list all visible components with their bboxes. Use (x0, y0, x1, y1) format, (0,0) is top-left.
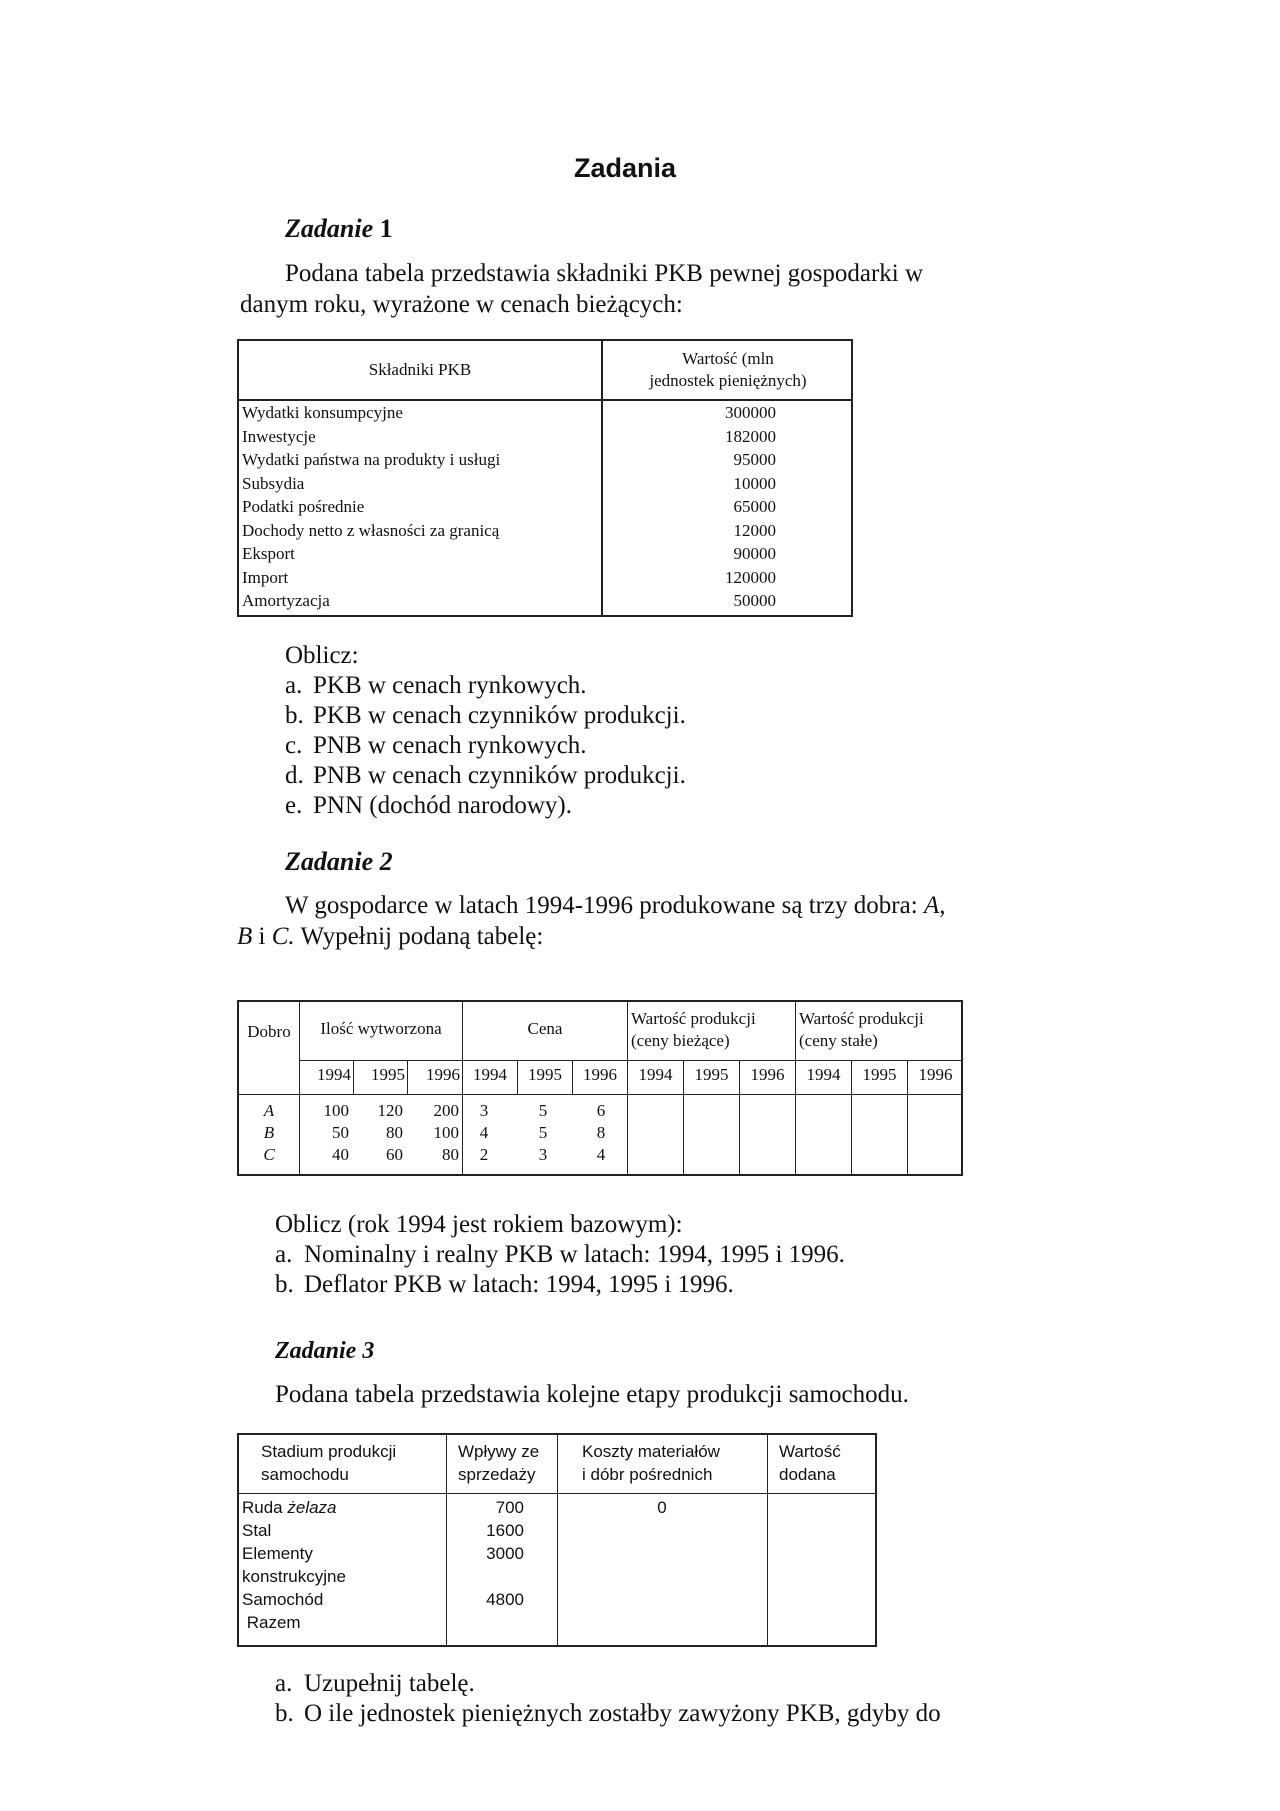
z1-col-header-value-line2: jednostek pieniężnych) (649, 371, 807, 390)
list-item-label: b. (275, 1271, 294, 1298)
stage-label (242, 1496, 346, 1519)
good-label: C (263, 1145, 275, 1164)
z2-heading-word: Zadanie (285, 847, 374, 876)
list-item-label: a. (285, 672, 303, 699)
stage-label: Stal (242, 1521, 272, 1540)
z2-goods-column (239, 1100, 299, 1166)
z2-quantity-1995 (353, 1100, 403, 1166)
quantity-value: 200 (433, 1101, 459, 1120)
z3-task-list (275, 1669, 941, 1729)
row-label: Eksport (242, 544, 295, 563)
row-label: Podatki pośrednie (242, 497, 365, 516)
z2-quantity-1994 (299, 1100, 349, 1166)
z1-intro-line2: danym roku, wyrażone w cenach bieżących: (240, 291, 683, 318)
z1-intro-line1: Podana tabela przedstawia składniki PKB pewnej gospodarki w (285, 260, 924, 287)
z3-header-stage-line1: Stadium produkcji (261, 1442, 397, 1461)
year-label: 1994 (473, 1065, 507, 1084)
stage-label: Razem (242, 1613, 301, 1632)
row-label: Dochody netto z własności za granicą (242, 520, 500, 540)
year-label: 1996 (426, 1065, 460, 1084)
z3-header-costs-line2: i dóbr pośrednich (582, 1465, 713, 1484)
z3-heading (275, 1338, 374, 1365)
z1-heading-number: 1 (379, 214, 393, 243)
price-value: 5 (538, 1123, 548, 1142)
list-item-label: c. (285, 732, 303, 759)
row-value: 95000 (733, 450, 776, 469)
z2-intro-text: i (252, 923, 272, 950)
price-value: 4 (596, 1145, 606, 1164)
row-label: Import (242, 567, 289, 587)
list-item-label: a. (275, 1670, 293, 1697)
price-value: 4 (479, 1123, 489, 1142)
z2-intro-line2 (237, 922, 543, 952)
z2-intro-text: Wypełnij podaną tabelę: (294, 923, 544, 950)
z3-header-sales (458, 1440, 539, 1486)
row-value: 65000 (733, 497, 776, 516)
z2-good-a: A, (923, 892, 946, 919)
row-value: 12000 (733, 520, 776, 540)
price-value: 8 (596, 1123, 606, 1142)
list-item (285, 701, 686, 731)
year-label: 1995 (528, 1065, 562, 1084)
price-value: 6 (596, 1101, 606, 1120)
z2-good-c: C. (271, 923, 295, 950)
z3-table (237, 1433, 877, 1647)
list-item-text: PKB w cenach rynkowych. (313, 672, 587, 699)
quantity-value: 50 (332, 1123, 349, 1142)
z2-header-ilosc: Ilość wytworzona (320, 1019, 442, 1038)
list-item-text: O ile jednostek pieniężnych zostałby zawyżony PKB, gdyby do (304, 1700, 941, 1727)
z2-price-1994 (471, 1100, 497, 1166)
z3-header-value-added-line1: Wartość (779, 1442, 841, 1461)
table-row (242, 542, 852, 566)
stage-text: Ruda (242, 1498, 288, 1517)
row-label: Wydatki konsumpcyjne (242, 403, 403, 422)
row-value: 90000 (733, 544, 776, 563)
quantity-value: 80 (442, 1145, 459, 1164)
stage-label: Elementy (242, 1544, 313, 1563)
list-item-text: Uzupełnij tabelę. (304, 1670, 475, 1697)
list-item (285, 731, 686, 761)
z3-header-costs-line1: Koszty materiałów (582, 1442, 720, 1461)
z2-header-value-constant-line1: Wartość produkcji (799, 1009, 924, 1028)
sales-value: 3000 (486, 1544, 524, 1563)
table-divider (557, 1435, 558, 1645)
z3-header-stage (261, 1440, 396, 1486)
year-label: 1995 (862, 1065, 897, 1084)
z2-header-value-current-line2: (ceny bieżące) (631, 1031, 730, 1050)
table-row (242, 589, 852, 613)
list-item (285, 761, 686, 791)
z2-price-1996 (588, 1100, 614, 1166)
z3-header-value-added (779, 1440, 841, 1486)
z3-heading-number: 3 (362, 1338, 375, 1364)
table-row (242, 401, 852, 425)
good-label: A (263, 1101, 275, 1120)
list-item-label: a. (275, 1241, 293, 1268)
table-row (242, 425, 852, 449)
year-label: 1994 (806, 1065, 841, 1084)
row-label: Subsydia (242, 473, 305, 493)
year-label: 1996 (918, 1065, 953, 1084)
year-label: 1996 (583, 1065, 617, 1084)
z2-heading (285, 847, 393, 877)
z1-heading (285, 214, 393, 244)
quantity-value: 120 (377, 1101, 403, 1120)
z1-heading-word: Zadanie (285, 214, 374, 243)
z2-header-cena: Cena (527, 1019, 563, 1038)
table-row (242, 448, 852, 472)
z3-stages-column (242, 1496, 346, 1634)
z3-intro: Podana tabela przedstawia kolejne etapy produkcji samochodu. (275, 1381, 909, 1408)
sales-value: 700 (495, 1498, 524, 1517)
z1-task-list (285, 671, 686, 821)
z3-sales-column (446, 1496, 524, 1611)
z3-header-value-added-line2: dodana (779, 1465, 836, 1484)
z3-header-stage-line2: samochodu (261, 1465, 349, 1484)
z2-header-value-current-line1: Wartość produkcji (631, 1009, 756, 1028)
price-value: 3 (479, 1101, 489, 1120)
quantity-value: 80 (386, 1123, 403, 1142)
table-row (242, 472, 852, 496)
z2-header-dobro: Dobro (247, 1022, 291, 1041)
z3-header-sales-line1: Wpływy ze (458, 1442, 540, 1461)
z2-quantity-1996 (407, 1100, 459, 1166)
price-value: 3 (538, 1145, 548, 1164)
row-value: 182000 (725, 426, 776, 446)
z1-table (237, 339, 853, 617)
list-item-label: b. (285, 702, 304, 729)
stage-label: konstrukcyjne (242, 1567, 346, 1586)
year-label: 1995 (694, 1065, 729, 1084)
row-label: Wydatki państwa na produkty i usługi (242, 450, 501, 469)
good-label: B (263, 1123, 275, 1142)
stage-text-italic: żelaza (287, 1498, 337, 1517)
z3-heading-word: Zadanie (275, 1338, 357, 1364)
z2-calc-title: Oblicz (rok 1994 jest rokiem bazowym): (275, 1211, 683, 1238)
z2-header-value-constant (799, 1008, 924, 1052)
sales-value: 1600 (486, 1521, 524, 1540)
table-row (242, 495, 852, 519)
z3-costs-column (557, 1496, 767, 1519)
table-divider (767, 1435, 768, 1645)
row-value: 120000 (725, 567, 776, 587)
list-item-text: PNB w cenach rynkowych. (313, 732, 587, 759)
cost-value: 0 (657, 1498, 667, 1517)
z1-col-header-value (603, 348, 853, 392)
price-value: 5 (538, 1101, 548, 1120)
z3-header-costs (582, 1440, 720, 1486)
quantity-value: 60 (386, 1145, 403, 1164)
table-divider (239, 1094, 961, 1095)
list-item (275, 1699, 941, 1729)
z1-col-header-value-line1: Wartość (mln (682, 349, 774, 368)
list-item (275, 1270, 845, 1300)
table-divider (795, 1002, 796, 1174)
z1-col-header-components: Składniki PKB (368, 360, 472, 379)
z2-price-1995 (530, 1100, 556, 1166)
list-item-label: e. (285, 792, 303, 819)
table-divider (627, 1002, 628, 1174)
list-item (275, 1669, 941, 1699)
list-item-label: b. (275, 1700, 294, 1727)
year-label: 1994 (317, 1065, 351, 1084)
year-label: 1996 (750, 1065, 785, 1084)
z1-calc-title: Oblicz: (285, 642, 359, 669)
z2-table (237, 1000, 963, 1176)
list-item-text: PNB w cenach czynników produkcji. (313, 762, 686, 789)
z2-intro-line1 (285, 891, 945, 921)
list-item-label: d. (285, 762, 304, 789)
z2-heading-number: 2 (379, 847, 393, 876)
quantity-value: 40 (332, 1145, 349, 1164)
row-label: Inwestycje (242, 426, 316, 446)
z3-header-sales-line2: sprzedaży (458, 1465, 536, 1484)
z2-good-b: B (237, 923, 253, 950)
z2-intro-text: W gospodarce w latach 1994-1996 produkowane są trzy dobra: (285, 892, 924, 919)
sales-value: 4800 (486, 1590, 524, 1609)
list-item-text: Deflator PKB w latach: 1994, 1995 i 1996. (304, 1271, 734, 1298)
table-divider (299, 1060, 961, 1061)
list-item-text: PNN (dochód narodowy). (313, 792, 572, 819)
row-label: Amortyzacja (242, 591, 330, 610)
row-value: 50000 (733, 591, 776, 610)
z1-table-body (242, 401, 852, 613)
list-item (285, 791, 686, 821)
price-value: 2 (479, 1145, 489, 1164)
list-item (275, 1240, 845, 1270)
list-item (285, 671, 686, 701)
row-value: 300000 (725, 403, 776, 422)
quantity-value: 100 (433, 1123, 459, 1142)
page-title: Zadania (573, 153, 677, 183)
list-item-text: PKB w cenach czynników produkcji. (313, 702, 686, 729)
table-row (242, 566, 852, 590)
table-row (242, 519, 852, 543)
z2-header-value-current (631, 1008, 756, 1052)
z2-header-value-constant-line2: (ceny stałe) (799, 1031, 878, 1050)
stage-label: Samochód (242, 1590, 324, 1609)
list-item-text: Nominalny i realny PKB w latach: 1994, 1995 i 1996. (304, 1241, 845, 1268)
year-label: 1994 (638, 1065, 673, 1084)
year-label: 1995 (371, 1065, 405, 1084)
quantity-value: 100 (323, 1101, 349, 1120)
z2-task-list (275, 1240, 845, 1300)
row-value: 10000 (733, 473, 776, 493)
